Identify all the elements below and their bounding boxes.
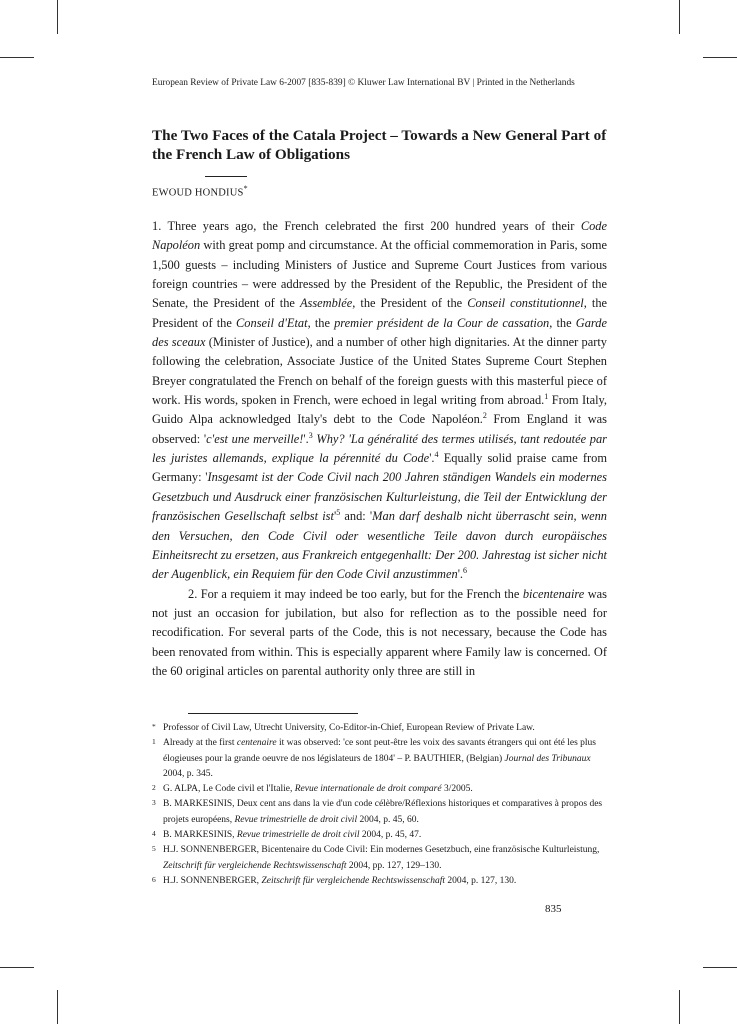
italic-run: Conseil d'Etat bbox=[236, 315, 308, 330]
text-run: From Italy, Guido Alpa acknowledged Italy's debt to the Code Napoléon. bbox=[152, 393, 607, 427]
paragraph-1 bbox=[152, 217, 607, 585]
footnote-mark: 6 bbox=[152, 874, 156, 884]
text-run: 2004, p. 127, 130. bbox=[444, 875, 517, 886]
text-run: was not just an occasion for jubilation, but also for reflection as to the possible need for recodification. For several parts of the Code, this is not necessary, because the Code has been renovated from within. This is especially apparent where Family law is concerned. Of the 60 original articles on parental authority only three are still in bbox=[152, 586, 607, 678]
footnote-mark: 3 bbox=[152, 798, 156, 808]
footnote bbox=[152, 843, 607, 874]
italic-run: Garde des sceaux bbox=[152, 315, 607, 350]
footnote-mark: 1 bbox=[152, 737, 156, 747]
italic-run: Why? 'La généralité des termes utilisés, tant redoutée par les juristes allemands, explique la pérennité du Code bbox=[152, 431, 607, 466]
footnote bbox=[152, 782, 607, 797]
crop-mark bbox=[679, 990, 680, 1024]
text-run: 3/2005. bbox=[441, 784, 473, 795]
italic-run: Assemblée bbox=[299, 296, 353, 311]
author-name bbox=[152, 184, 248, 199]
author-name-text: EWOUD HONDIUS bbox=[152, 187, 244, 199]
text-run: 2004, p. 45, 47. bbox=[359, 830, 422, 841]
footnote bbox=[152, 797, 607, 828]
italic-run: Revue internationale de droit comparé bbox=[294, 784, 442, 795]
footnote-mark: 4 bbox=[152, 829, 156, 839]
text-run: '. bbox=[429, 451, 435, 466]
footnote bbox=[152, 736, 607, 782]
footnote-ref[interactable]: 2 bbox=[482, 411, 487, 421]
text-run: Already at the first bbox=[163, 738, 237, 749]
footnote-ref[interactable]: 5 bbox=[336, 508, 341, 518]
text-run: H.J. SONNENBERGER, bbox=[163, 875, 262, 886]
page-number: 835 bbox=[545, 903, 562, 915]
text-run: Equally solid praise came from Germany: ' bbox=[152, 451, 607, 485]
footnotes bbox=[152, 721, 607, 889]
text-run: B. MARKESINIS, bbox=[163, 830, 237, 841]
text-run: with great pomp and circumstance. At the official commemoration in Paris, some 1,500 guests – including Ministers of Justice and Supreme Court Justices from various foreign countries – were addressed by the President of the Republic, the President of the Senate, the President of the bbox=[152, 238, 607, 311]
footnote-mark: 5 bbox=[152, 844, 156, 854]
italic-run: Code Napoléon bbox=[152, 219, 607, 253]
text-run: , the President of the bbox=[152, 296, 608, 330]
italic-run: Journal des Tribunaux bbox=[504, 753, 591, 764]
italic-run: Zeitschrift für vergleichende Rechtswissenschaft bbox=[261, 875, 445, 886]
text-run: G. ALPA, Le Code civil et l'Italie, bbox=[163, 784, 295, 795]
text-run: and: ' bbox=[340, 509, 373, 524]
footnote-ref[interactable]: 3 bbox=[308, 430, 313, 440]
italic-run: Revue trimestrielle de droit civil bbox=[236, 830, 360, 841]
body-text bbox=[152, 217, 607, 681]
text-run: 2004, pp. 127, 129–130. bbox=[346, 860, 442, 871]
italic-run: c'est une merveille! bbox=[206, 431, 304, 446]
text-run: , the bbox=[549, 315, 576, 330]
paragraph-2 bbox=[152, 585, 607, 682]
italic-run: premier président de la Cour de cassation bbox=[334, 315, 550, 330]
crop-mark bbox=[0, 57, 34, 58]
crop-mark bbox=[679, 0, 680, 34]
text-run: Professor of Civil Law, Utrecht University, Co-Editor-in-Chief, European Review of Private Law. bbox=[163, 723, 535, 733]
italic-run: Revue trimestrielle de droit civil bbox=[234, 814, 358, 825]
italic-run: bicentenaire bbox=[522, 586, 585, 601]
text-run: 2004, p. 345. bbox=[163, 768, 213, 779]
text-run: , the President of the bbox=[352, 296, 468, 311]
footnote-ref[interactable]: 1 bbox=[544, 391, 549, 401]
text-run: '. bbox=[303, 431, 309, 446]
title-rule bbox=[205, 176, 247, 177]
text-run: 1. Three years ago, the French celebrated the first 200 hundred years of their bbox=[152, 219, 581, 233]
italic-run: Zeitschrift für vergleichende Rechtswissenschaft bbox=[163, 860, 347, 871]
text-run: B. MARKESINIS, Deux cent ans dans la vie d'un code célèbre/Réflexions historiques et comparatives à propos des projets européens, bbox=[163, 799, 603, 825]
text-run: From England it was observed: ' bbox=[152, 412, 607, 446]
text-run: '. bbox=[457, 567, 464, 582]
text-run: (Minister of Justice), and a number of other high dignitaries. At the dinner party following the celebration, Associate Justice of the United States Supreme Court Stephen Breyer congratulated the French on behalf of the foreign guests with this masterful piece of work. His words, spoken in French, were echoed in legal writing from abroad. bbox=[152, 335, 608, 408]
italic-run: Conseil constitutionnel bbox=[467, 296, 584, 311]
crop-mark bbox=[57, 0, 58, 34]
footnote bbox=[152, 721, 607, 736]
crop-mark bbox=[703, 967, 737, 968]
italic-run: Man darf deshalb nicht überrascht sein, wenn den Versuchen, den Code Civil oder wesentliche Teile davon durch europäisches Einheitsrecht zu ersetzen, aus Frankreich entgegenhallt: Der 200. Jahrestag ist sicher nicht der Augenblick, ein Requiem für den Code Civil anzustimmen bbox=[152, 509, 607, 582]
footnote-mark: 2 bbox=[152, 783, 156, 793]
crop-mark bbox=[0, 967, 34, 968]
italic-run: centenaire bbox=[236, 738, 277, 749]
footnote-rule bbox=[188, 713, 358, 714]
crop-mark bbox=[57, 990, 58, 1024]
text-run: it was observed: 'ce sont peut-être les voix des savants étrangers qui ont été les plus élogieuses pour la grande oeuvre de nos législateurs de 1804' – P. BAUTHIER, (Belgian) bbox=[163, 738, 596, 764]
footnote-ref[interactable]: 6 bbox=[463, 566, 468, 576]
text-run: ' bbox=[333, 509, 337, 524]
italic-run: Insgesamt ist der Code Civil nach 200 Jahren ständigen Wandels ein modernes Gesetzbuch und Ausdruck einer französischen Kulturleistung, die Teil der Entwicklung der französischen Gesellschaft selbst ist bbox=[152, 470, 607, 524]
running-header: European Review of Private Law 6-2007 [835-839] © Kluwer Law International BV | Printed in the Netherlands bbox=[152, 78, 575, 88]
footnote-mark: * bbox=[152, 722, 156, 731]
text-run: 2. For a requiem it may indeed be too early, but for the French the bbox=[188, 586, 523, 601]
text-run: 2004, p. 45, 60. bbox=[357, 814, 419, 825]
text-run: , the bbox=[307, 315, 335, 330]
footnote bbox=[152, 828, 607, 843]
crop-mark bbox=[703, 57, 737, 58]
footnote bbox=[152, 874, 607, 889]
article-title: The Two Faces of the Catala Project – Towards a New General Part of the French Law of Obligations bbox=[152, 127, 607, 163]
footnote-ref[interactable]: 4 bbox=[434, 450, 439, 459]
text-run: H.J. SONNENBERGER, Bicentenaire du Code Civil: Ein modernes Gesetzbuch, eine französische Kulturleistung, bbox=[163, 845, 600, 856]
author-footnote-mark: * bbox=[243, 184, 248, 193]
